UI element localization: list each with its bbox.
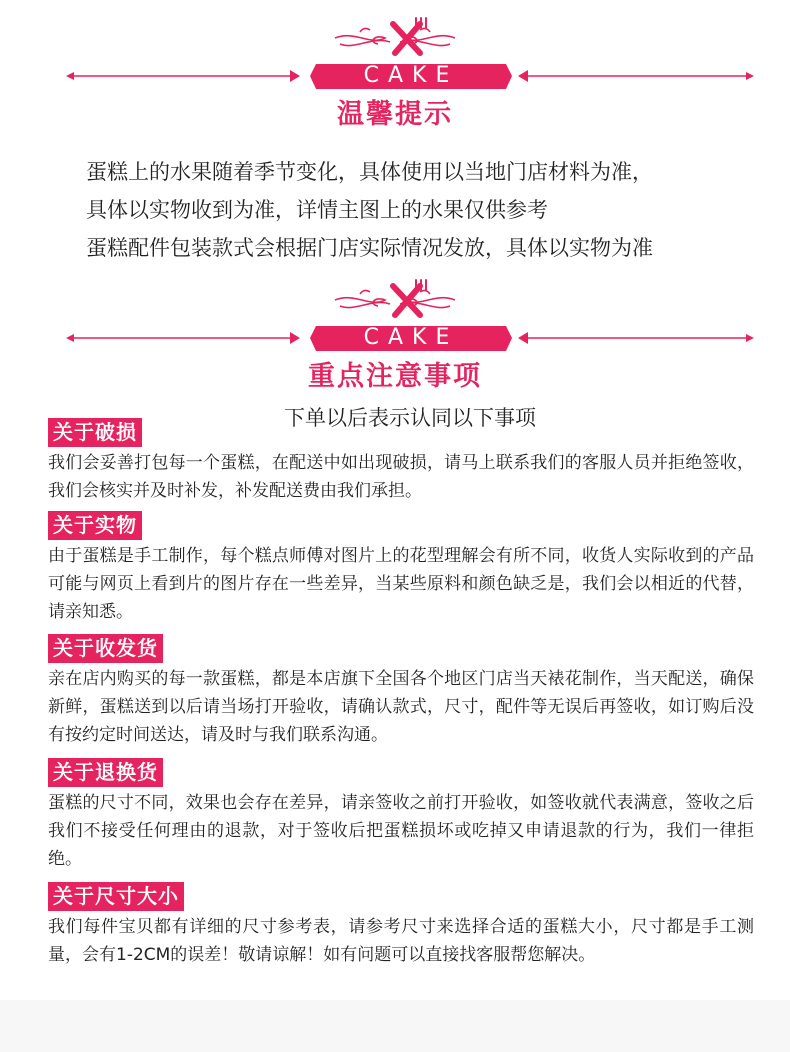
cake-label: CAKE [363, 325, 459, 350]
note-text: 由于蛋糕是手工制作，每个糕点师傅对图片上的花型理解会有所不同，收货人实际收到的产品可能与网页上看到片的图片存在一些差异，当某些原料和颜色缺乏是，我们会以相近的代替，请亲知悉。 [48, 546, 754, 622]
swirl-ornament-icon [335, 290, 455, 307]
note-text: 我们会妥善打包每一个蛋糕，在配送中如出现破损，请马上联系我们的客服人员并拒绝签收，我们会核实并及时补发，补发配送费由我们承担。 [48, 453, 754, 501]
tips-line: 蛋糕配件包装款式会根据门店实际情况发放，具体以实物为准 [86, 236, 653, 260]
note-text: 我们每件宝贝都有详细的尺寸参考表，请参考尺寸来选择合适的蛋糕大小，尺寸都是手工测量，会有1-2CM的误差！敬请谅解！如有问题可以直接找客服帮您解决。 [48, 917, 754, 965]
footer-band [0, 1000, 790, 1052]
fork-knife-icon [393, 280, 426, 315]
note-item-refund [48, 758, 754, 873]
notes-subtitle: 下单以后表示认同以下事项 [284, 406, 536, 430]
section-title-tips: 温馨提示 [337, 99, 453, 130]
note-text: 蛋糕的尺寸不同，效果也会存在差异，请亲签收之前打开验收，如签收就代表满意，签收之后我们不接受任何理由的退款，对于签收后把蛋糕损坏或吃掉又申请退款的行为，我们一律拒绝。 [48, 793, 754, 869]
header-banner-2 [0, 262, 790, 392]
note-tag: 关于收发货 [48, 634, 163, 663]
note-tag: 关于破损 [48, 418, 142, 447]
swirl-ornament-icon [335, 28, 455, 45]
note-item-size [48, 882, 754, 969]
tips-text-block [86, 153, 766, 267]
cake-label: CAKE [363, 63, 459, 88]
tips-line: 蛋糕上的水果随着季节变化，具体使用以当地门店材料为准， [86, 160, 653, 184]
tips-line: 具体以实物收到为准，详情主图上的水果仅供参考 [86, 198, 548, 222]
note-item-delivery [48, 634, 754, 749]
note-tag: 关于退换货 [48, 758, 163, 787]
header-banner-1 [0, 0, 790, 130]
fork-knife-icon [393, 18, 426, 53]
note-tag: 关于尺寸大小 [48, 882, 184, 911]
note-item-actual [48, 511, 754, 626]
note-item-damage [48, 418, 754, 505]
note-tag: 关于实物 [48, 511, 142, 540]
note-text: 亲在店内购买的每一款蛋糕，都是本店旗下全国各个地区门店当天裱花制作，当天配送，确保新鲜，蛋糕送到以后请当场打开验收，请确认款式，尺寸，配件等无误后再签收，如订购后没有按约定时间送达，请及时与我们联系沟通。 [48, 669, 754, 745]
section-title-notes: 重点注意事项 [308, 361, 482, 392]
